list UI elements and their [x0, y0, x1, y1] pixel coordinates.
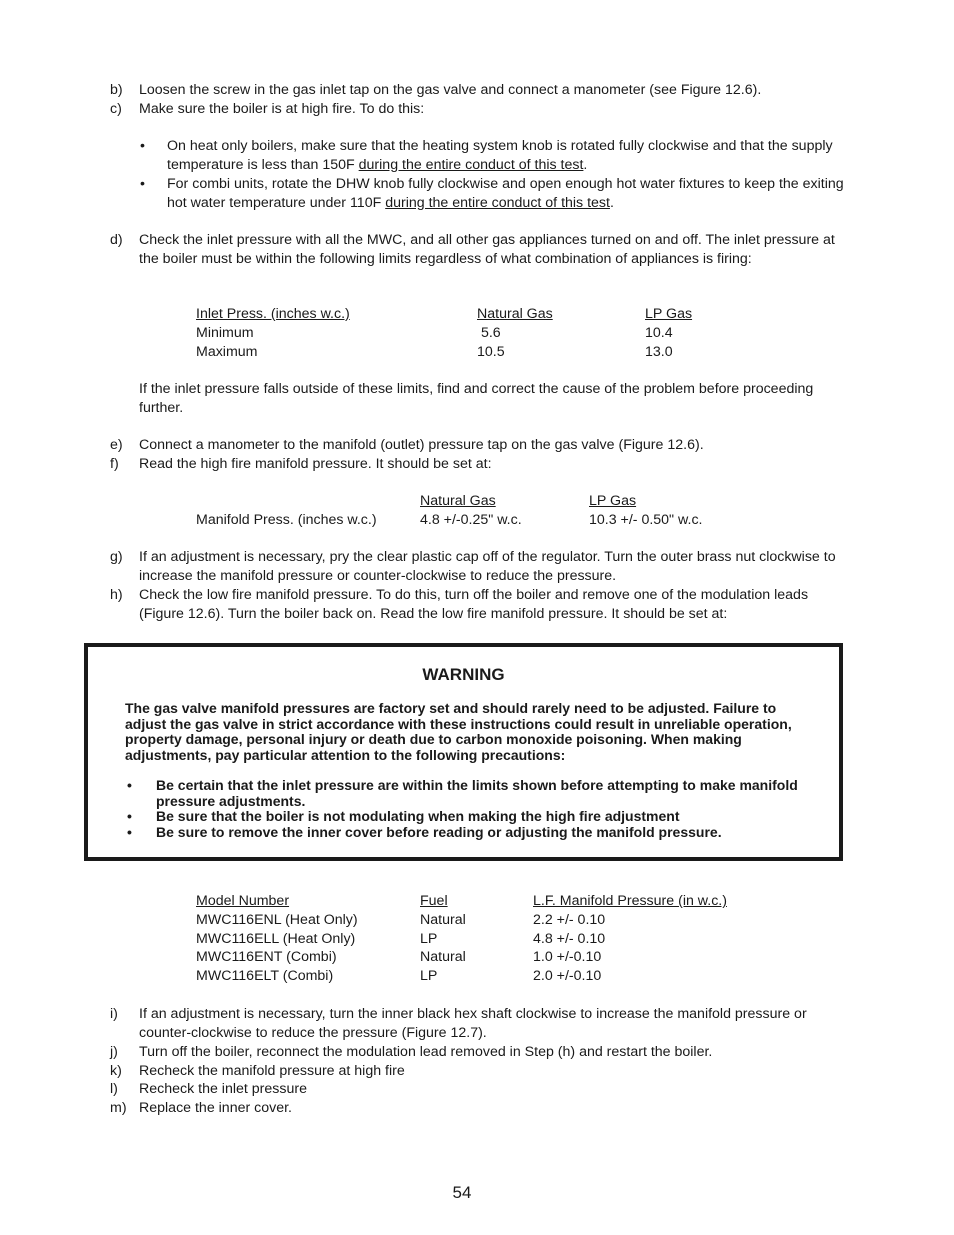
table-cell: MWC116ELT (Combi)	[196, 968, 334, 984]
step-letter: d)	[110, 232, 123, 248]
table-cell: LP	[420, 931, 438, 947]
step-text: Check the low fire manifold pressure. To do this, turn off the boiler and remove one of the modulation leads (Figure 12.6). Turn the boiler back on. Read the low fire manifold pressure. It should be set at:	[139, 587, 809, 622]
page-number: 54	[452, 1183, 472, 1202]
inlet-note: If the inlet pressure falls outside of these limits, find and correct the cause of the problem before proceeding further.	[139, 381, 814, 416]
table-cell: Natural	[420, 912, 466, 928]
warning-bullet	[125, 825, 815, 841]
table-header: L.F. Manifold Pressure (in w.c.)	[533, 893, 727, 909]
step-k	[110, 1062, 850, 1081]
table-cell: 1.0 +/-0.10	[533, 949, 602, 965]
step-letter: e)	[110, 437, 123, 453]
step-text: If an adjustment is necessary, pry the clear plastic cap off of the regulator. Turn the outer brass nut clockwise to increase the manifold pressure or counter-clockwise to reduce the pressure.	[139, 549, 836, 584]
step-letter: m)	[110, 1100, 127, 1116]
table-cell: 10.3 +/- 0.50" w.c.	[589, 512, 703, 528]
warning-bullet-list	[125, 778, 815, 840]
step-letter: l)	[110, 1081, 118, 1097]
step-f	[110, 455, 850, 474]
step-c	[110, 100, 850, 119]
bullet-dot: •	[140, 138, 145, 154]
table-header: Natural Gas	[477, 306, 553, 322]
table-row-label: Manifold Press. (inches w.c.)	[196, 512, 377, 528]
bullet-dot: •	[140, 176, 145, 192]
warning-box	[84, 643, 843, 861]
table-header: Fuel	[420, 893, 448, 909]
table-cell: 5.6	[477, 325, 501, 341]
bullet-dot: •	[127, 777, 132, 793]
step-text: Replace the inner cover.	[139, 1100, 292, 1116]
step-letter: i)	[110, 1006, 118, 1022]
table-header: Inlet Press. (inches w.c.)	[196, 306, 350, 322]
table-cell: MWC116ENL (Heat Only)	[196, 912, 358, 928]
bullet-end: .	[609, 194, 614, 211]
table-cell: 4.8 +/-0.25" w.c.	[420, 512, 522, 528]
step-d	[110, 231, 850, 268]
step-text: Recheck the manifold pressure at high fire	[139, 1063, 405, 1079]
step-text: Read the high fire manifold pressure. It should be set at:	[139, 456, 492, 472]
step-letter: f)	[110, 456, 119, 472]
table-cell: 2.0 +/-0.10	[533, 968, 602, 984]
step-letter: h)	[110, 587, 123, 603]
step-letter: c)	[110, 101, 122, 117]
warning-bullet-text: Be sure to remove the inner cover before reading or adjusting the manifold pressure.	[156, 823, 722, 840]
step-letter: g)	[110, 549, 123, 565]
underlined-emphasis: during the entire conduct of this test	[385, 194, 610, 211]
step-text: Make sure the boiler is at high fire. To do this:	[139, 101, 425, 117]
bullet-end: .	[583, 156, 588, 173]
warning-bullet	[125, 809, 815, 825]
table-cell: MWC116ELL (Heat Only)	[196, 931, 356, 947]
step-text: Check the inlet pressure with all the MWC, and all other gas appliances turned on and off. The inlet pressure at the boiler must be within the following limits regardless of what combination of appliances is firing:	[139, 232, 835, 267]
bullet-dot: •	[127, 808, 132, 825]
step-j	[110, 1043, 850, 1062]
step-text: If an adjustment is necessary, turn the inner black hex shaft clockwise to increase the manifold pressure or counter-clockwise to reduce the pressure (Figure 12.7).	[139, 1006, 807, 1041]
step-b	[110, 81, 850, 100]
warning-bullet-text: Be certain that the inlet pressure are within the limits shown before attempting to make manifold pressure adjustments.	[156, 777, 798, 809]
table-cell: 4.8 +/- 0.10	[533, 931, 606, 947]
step-text: Recheck the inlet pressure	[139, 1081, 307, 1097]
bullet-dot: •	[127, 823, 132, 840]
underlined-emphasis: during the entire conduct of this test	[358, 156, 584, 173]
table-cell: LP	[420, 968, 438, 984]
bullet-item	[140, 137, 850, 174]
table-cell: Minimum	[196, 325, 254, 341]
table-cell: 13.0	[645, 344, 673, 360]
warning-bullet	[125, 778, 815, 809]
step-letter: j)	[110, 1044, 118, 1060]
table-header: LP Gas	[589, 493, 637, 509]
step-m	[110, 1099, 850, 1118]
warning-bullet-text: Be sure that the boiler is not modulating when making the high fire adjustment	[156, 808, 680, 825]
step-h	[110, 586, 850, 623]
step-letter: b)	[110, 82, 123, 98]
step-l	[110, 1080, 850, 1099]
warning-title: WARNING	[422, 665, 505, 684]
step-letter: k)	[110, 1063, 122, 1079]
table-cell: MWC116ENT (Combi)	[196, 949, 337, 965]
step-text: Turn off the boiler, reconnect the modulation lead removed in Step (h) and restart the boiler.	[139, 1044, 713, 1060]
table-cell: 10.5	[477, 344, 505, 360]
step-i	[110, 1005, 850, 1042]
table-header: Natural Gas	[420, 493, 496, 509]
table-cell: Natural	[420, 949, 466, 965]
table-cell: 10.4	[645, 325, 673, 341]
step-text: Connect a manometer to the manifold (outlet) pressure tap on the gas valve (Figure 12.6).	[139, 437, 704, 453]
bullet-text: For combi units, rotate the DHW knob fully clockwise and open enough hot water fixtures to keep the exiting hot water temperature under 110F	[167, 176, 844, 211]
bullet-item	[140, 175, 850, 212]
warning-body: The gas valve manifold pressures are factory set and should rarely need to be adjusted. Failure to adjust the gas valve in strict accordance with these instructions could result in unreliable operation, property damage, personal injury or death due to carbon monoxide poisoning. When making adjustments, pay particular attention to the following precautions:	[125, 700, 792, 763]
step-text: Loosen the screw in the gas inlet tap on the gas valve and connect a manometer (see Figure 12.6).	[139, 82, 762, 98]
table-header: LP Gas	[645, 306, 693, 322]
bullet-text: On heat only boilers, make sure that the heating system knob is rotated fully clockwise and that the supply temperature is less than 150F	[167, 138, 833, 173]
step-e	[110, 436, 850, 455]
table-cell: 2.2 +/- 0.10	[533, 912, 606, 928]
table-cell: Maximum	[196, 344, 258, 360]
step-g	[110, 548, 850, 585]
table-header: Model Number	[196, 893, 290, 909]
